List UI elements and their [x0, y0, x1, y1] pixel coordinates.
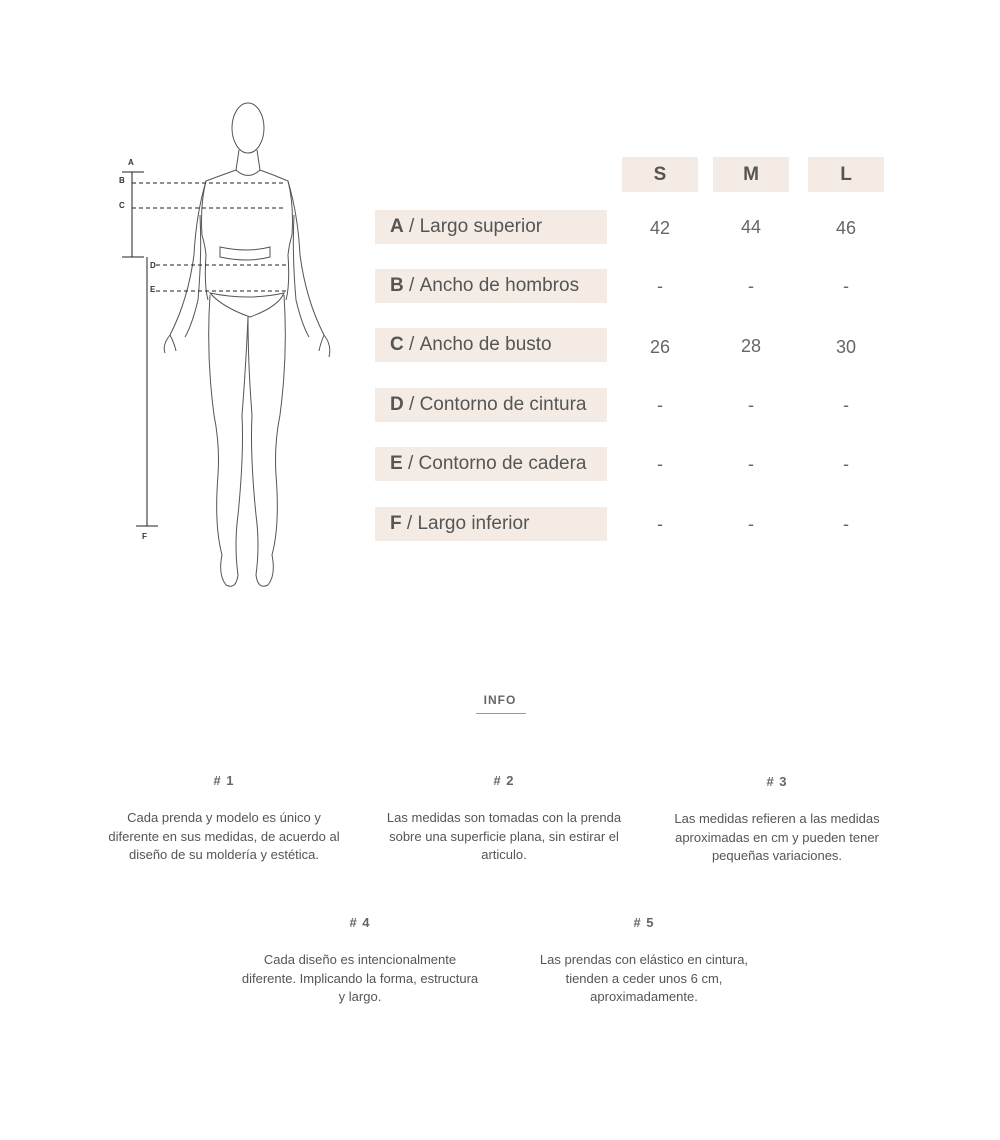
note-number: # 4 — [349, 915, 371, 930]
cell-f-l: - — [843, 514, 849, 534]
cell-c-s: 26 — [649, 337, 671, 357]
info-divider — [476, 713, 526, 714]
marker-b: B — [119, 176, 125, 185]
note-number: # 1 — [213, 773, 235, 788]
note-number: # 3 — [766, 774, 788, 789]
info-note-4 — [240, 915, 480, 1007]
info-note-3 — [657, 774, 897, 866]
info-note-1 — [104, 773, 344, 865]
row-name: Largo inferior — [417, 513, 530, 534]
marker-c: C — [119, 201, 125, 210]
size-header-l: L — [808, 157, 884, 192]
note-text: Las medidas refieren a las medidas aproximadas en cm y pueden tener pequeñas variaciones. — [674, 811, 880, 863]
cell-b-s: - — [657, 276, 663, 296]
row-name: Ancho de busto — [419, 334, 552, 355]
body-measurement-figure — [110, 95, 350, 595]
cell-a-s: 42 — [649, 218, 671, 238]
row-key: A — [390, 216, 404, 237]
size-header-m: M — [713, 157, 789, 192]
cell-e-s: - — [657, 454, 663, 474]
cell-d-m: - — [748, 395, 754, 415]
row-label-b: B / Ancho de hombros — [375, 269, 607, 303]
cell-e-m: - — [748, 454, 754, 474]
cell-e-l: - — [843, 454, 849, 474]
note-text: Las medidas son tomadas con la prenda sobre una superficie plana, sin estirar el articulo. — [386, 810, 622, 862]
row-name: Contorno de cintura — [419, 394, 587, 415]
marker-a: A — [128, 158, 134, 167]
note-text: Cada diseño es intencionalmente diferente. Implicando la forma, estructura y largo. — [241, 952, 479, 1004]
row-name: Largo superior — [419, 216, 543, 237]
cell-b-l: - — [843, 276, 849, 296]
row-label-e: E / Contorno de cadera — [375, 447, 607, 481]
mannequin-illustration — [110, 95, 350, 595]
row-key: B — [390, 275, 404, 296]
row-name: Ancho de hombros — [419, 275, 580, 296]
cell-b-m: - — [748, 276, 754, 296]
info-note-5 — [524, 915, 764, 1007]
size-header-s: S — [622, 157, 698, 192]
cell-a-m: 44 — [740, 217, 762, 237]
note-number: # 2 — [493, 773, 515, 788]
row-label-c: C / Ancho de busto — [375, 328, 607, 362]
marker-e: E — [150, 285, 156, 294]
cell-f-m: - — [748, 514, 754, 534]
info-title: INFO — [483, 693, 517, 707]
row-label-a: A / Largo superior — [375, 210, 607, 244]
cell-f-s: - — [657, 514, 663, 534]
marker-d: D — [150, 261, 156, 270]
row-name: Contorno de cadera — [418, 453, 587, 474]
marker-f: F — [142, 532, 147, 541]
row-key: C — [390, 334, 404, 355]
note-text: Las prendas con elástico en cintura, tienden a ceder unos 6 cm, aproximadamente. — [539, 952, 749, 1004]
row-key: D — [390, 394, 404, 415]
row-label-d: D / Contorno de cintura — [375, 388, 607, 422]
info-note-2 — [384, 773, 624, 865]
cell-d-s: - — [657, 395, 663, 415]
cell-a-l: 46 — [835, 218, 857, 238]
cell-c-m: 28 — [740, 336, 762, 356]
row-key: F — [390, 513, 402, 534]
row-key: E — [390, 453, 403, 474]
row-label-f: F / Largo inferior — [375, 507, 607, 541]
cell-c-l: 30 — [835, 337, 857, 357]
note-number: # 5 — [633, 915, 655, 930]
cell-d-l: - — [843, 395, 849, 415]
note-text: Cada prenda y modelo es único y diferente en sus medidas, de acuerdo al diseño de su moldería y estética. — [108, 810, 340, 862]
